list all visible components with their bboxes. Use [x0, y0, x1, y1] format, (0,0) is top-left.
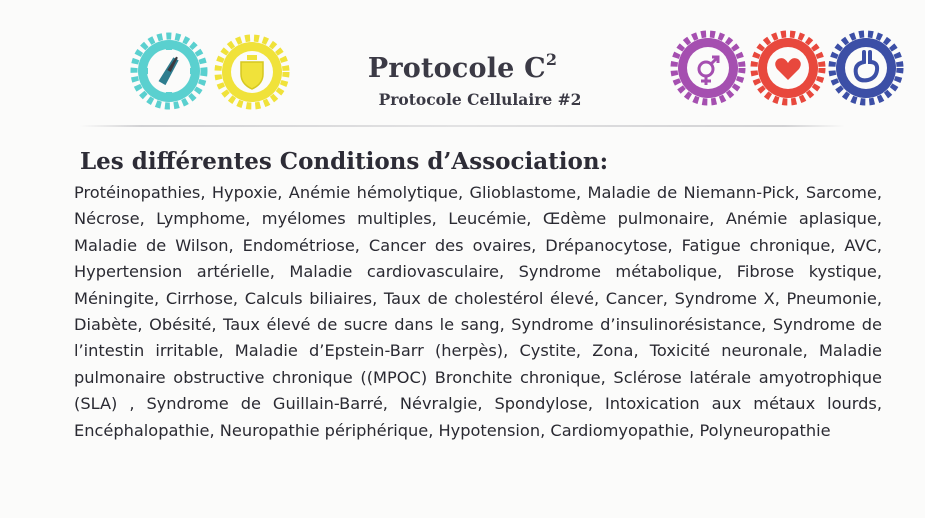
title-text: Protocole C	[367, 53, 546, 84]
page-title	[0, 50, 925, 84]
title-superscript: 2	[545, 50, 558, 69]
page-subtitle: Protocole Cellulaire #2	[378, 90, 582, 109]
divider	[80, 125, 845, 127]
conditions-paragraph: Protéinopathies, Hypoxie, Anémie hémolytique, Glioblastome, Maladie de Niemann-Pick, Sarcome, Nécrose, Lymphome, myélomes multiples, Leucémie, Œdème pulmonaire, Anémie aplasique, Maladie de Wilson, Endométriose, Cancer des ovaires, Drépanocytose, Fatigue chronique, AVC, Hypertension artérielle, Maladie cardiovasculaire, Syndrome métabolique, Fibrose kystique, Méningite, Cirrhose, Calculs biliaires, Taux de cholestérol élevé, Cancer, Syndrome X, Pneumonie, Diabète, Obésité, Taux élevé de sucre dans le sang, Syndrome d’insulinorésistance, Syndrome de l’intestin irritable, Maladie d’Epstein-Barr (herpès), Cystite, Zona, Toxicité neuronale, Maladie pulmonaire obstructive chronique ((MPOC) Bronchite chronique, Sclérose latérale amyotrophique (SLA) , Syndrome de Guillain-Barré, Névralgie, Spondylose, Intoxication aux métaux lourds, Encéphalopathie, Neuropathie périphérique, Hypotension, Cardiomyopathie, Polyneuropathie	[74, 183, 882, 440]
section-heading: Les différentes Conditions d’Association:	[80, 148, 609, 175]
